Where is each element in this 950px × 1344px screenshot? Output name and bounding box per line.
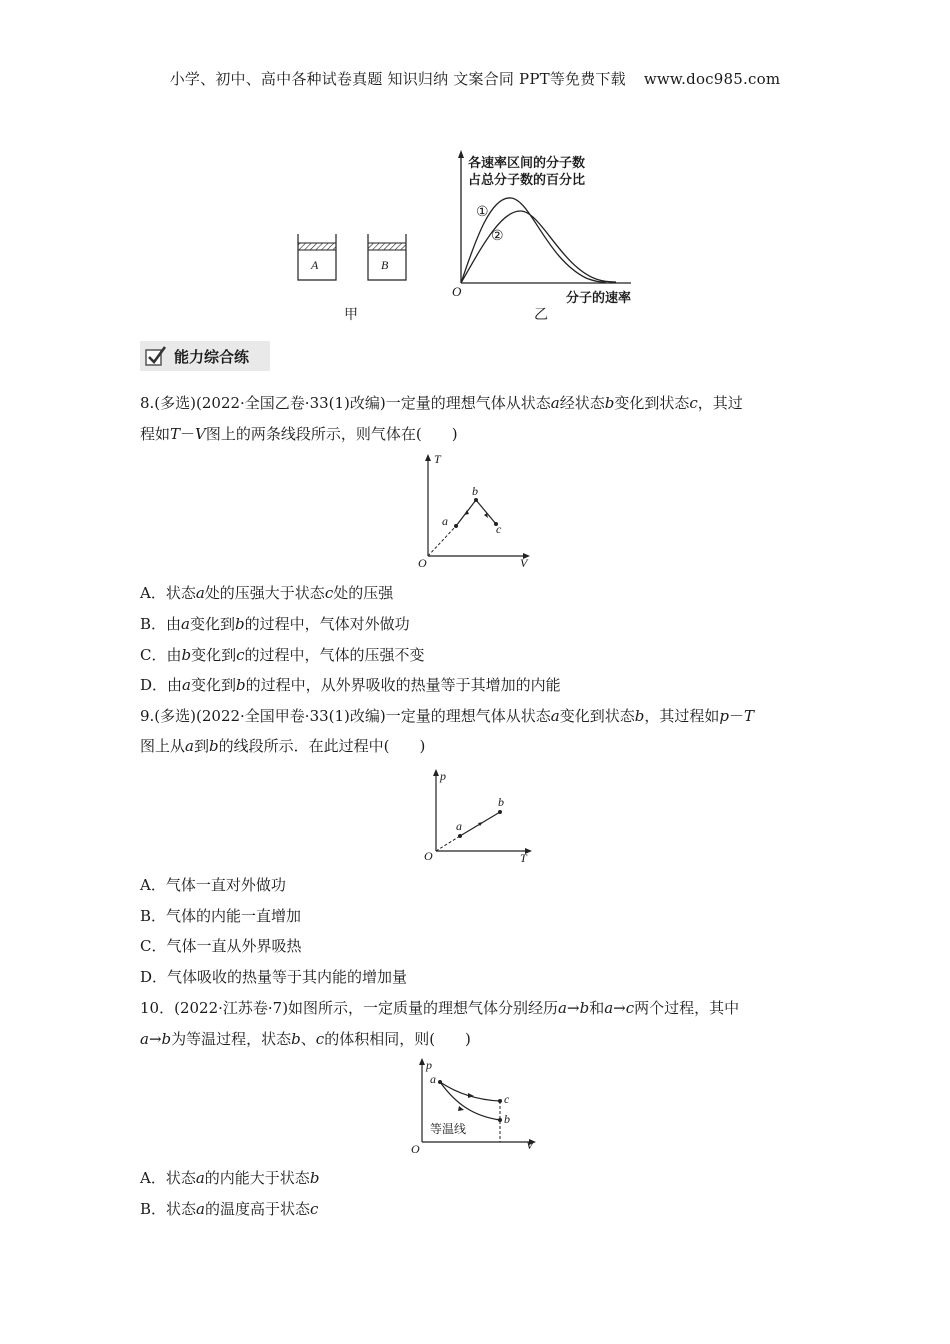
- q10-label-a: a: [430, 1072, 436, 1086]
- figure-speed-distribution: [446, 148, 656, 308]
- section-title: 能力综合练: [174, 347, 250, 366]
- q9-axis-t: T: [520, 851, 527, 865]
- piston-b: [368, 243, 406, 250]
- q10-label-c: c: [504, 1092, 510, 1106]
- figure-q8-tv-graph: [418, 452, 538, 572]
- q9-label-b: b: [498, 795, 504, 809]
- figure-q10-pv-graph: [408, 1054, 548, 1158]
- piston-a: [298, 243, 336, 250]
- q10-option-b[interactable]: B．状态a的温度高于状态c: [140, 1200, 319, 1218]
- caption-jia: 甲: [344, 307, 358, 323]
- q9-option-c[interactable]: C．气体一直从外界吸热: [140, 937, 302, 955]
- q10-axis-v: V: [526, 1138, 534, 1152]
- q8-axis-t: T: [434, 452, 441, 466]
- q8-origin: O: [418, 556, 427, 570]
- q8-line-1: 8.(多选)(2022·全国乙卷·33(1)改编)一定量的理想气体从状态a经状态b变化到状态c，其过: [140, 394, 743, 412]
- figure-cylinders: [290, 230, 420, 290]
- cylinder-a: [298, 234, 336, 280]
- q8-option-a[interactable]: A．状态a处的压强大于状态c处的压强: [140, 584, 394, 602]
- q10-point-c: [498, 1099, 502, 1103]
- q10-point-b: [498, 1118, 502, 1122]
- dist-xlabel: 分子的速率: [566, 291, 632, 306]
- q9-dashed-line: [436, 836, 460, 851]
- header-site[interactable]: www.doc985.com: [643, 70, 781, 88]
- dist-ylabel-1: 各速率区间的分子数: [468, 156, 586, 171]
- q9-option-b[interactable]: B．气体的内能一直增加: [140, 907, 302, 925]
- q8-label-b: b: [472, 484, 478, 498]
- q8-label-c: c: [496, 522, 502, 536]
- cylinder-b: [368, 234, 406, 280]
- q10-curve-ac: [440, 1082, 500, 1101]
- q9-origin: O: [424, 849, 433, 863]
- q9-option-a[interactable]: A．气体一直对外做功: [140, 876, 286, 894]
- q10-line-2: a→b为等温过程，状态b、c的体积相同，则( ): [140, 1030, 471, 1048]
- q10-label-b: b: [504, 1112, 510, 1126]
- q8-point-a: [454, 524, 458, 528]
- q9-line-1: 9.(多选)(2022·全国甲卷·33(1)改编)一定量的理想气体从状态a变化到状态b，其过程如p－T: [140, 707, 755, 725]
- cylinder-a-label: A: [311, 258, 319, 272]
- curve-1-label: ①: [476, 204, 489, 220]
- q10-option-a[interactable]: A．状态a的内能大于状态b: [140, 1169, 320, 1187]
- figure-q9-pt-graph: [420, 765, 540, 865]
- q9-option-d[interactable]: D．气体吸收的热量等于其内能的增加量: [140, 968, 408, 986]
- q10-line-1: 10．(2022·江苏卷·7)如图所示，一定质量的理想气体分别经历a→b和a→c两个过程，其中: [140, 999, 740, 1017]
- q8-dashed-line: [428, 526, 456, 556]
- dist-ylabel-2: 占总分子数的百分比: [468, 173, 586, 188]
- checkbox-icon: [144, 344, 168, 368]
- dist-origin: O: [452, 284, 462, 299]
- q8-option-c[interactable]: C．由b变化到c的过程中，气体的压强不变: [140, 646, 425, 664]
- caption-yi: 乙: [534, 307, 548, 323]
- curve-2-label: ②: [491, 228, 504, 244]
- page-header: [0, 68, 950, 89]
- q10-origin: O: [411, 1142, 420, 1156]
- q8-segment-bc: [476, 500, 496, 524]
- q8-axis-v: V: [520, 556, 528, 570]
- q9-point-b: [498, 810, 502, 814]
- header-text: 小学、初中、高中各种试卷真题 知识归纳 文案合同 PPT等免费下载: [169, 70, 626, 88]
- q8-option-b[interactable]: B．由a变化到b的过程中，气体对外做功: [140, 615, 410, 633]
- q10-isotherm-label: 等温线: [430, 1122, 467, 1136]
- q9-line-2: 图上从a到b的线段所示．在此过程中( ): [140, 737, 426, 755]
- q9-label-a: a: [456, 819, 462, 833]
- q10-point-a: [438, 1080, 442, 1084]
- q10-axis-p: p: [426, 1058, 432, 1072]
- cylinder-b-label: B: [381, 258, 389, 272]
- section-header: [140, 341, 270, 371]
- q9-axis-p: p: [440, 769, 446, 783]
- q8-line-2: 程如T－V图上的两条线段所示，则气体在( ): [140, 425, 458, 443]
- q8-label-a: a: [442, 514, 448, 528]
- q8-option-d[interactable]: D．由a变化到b的过程中，从外界吸收的热量等于其增加的内能: [140, 676, 561, 694]
- q9-point-a: [458, 834, 462, 838]
